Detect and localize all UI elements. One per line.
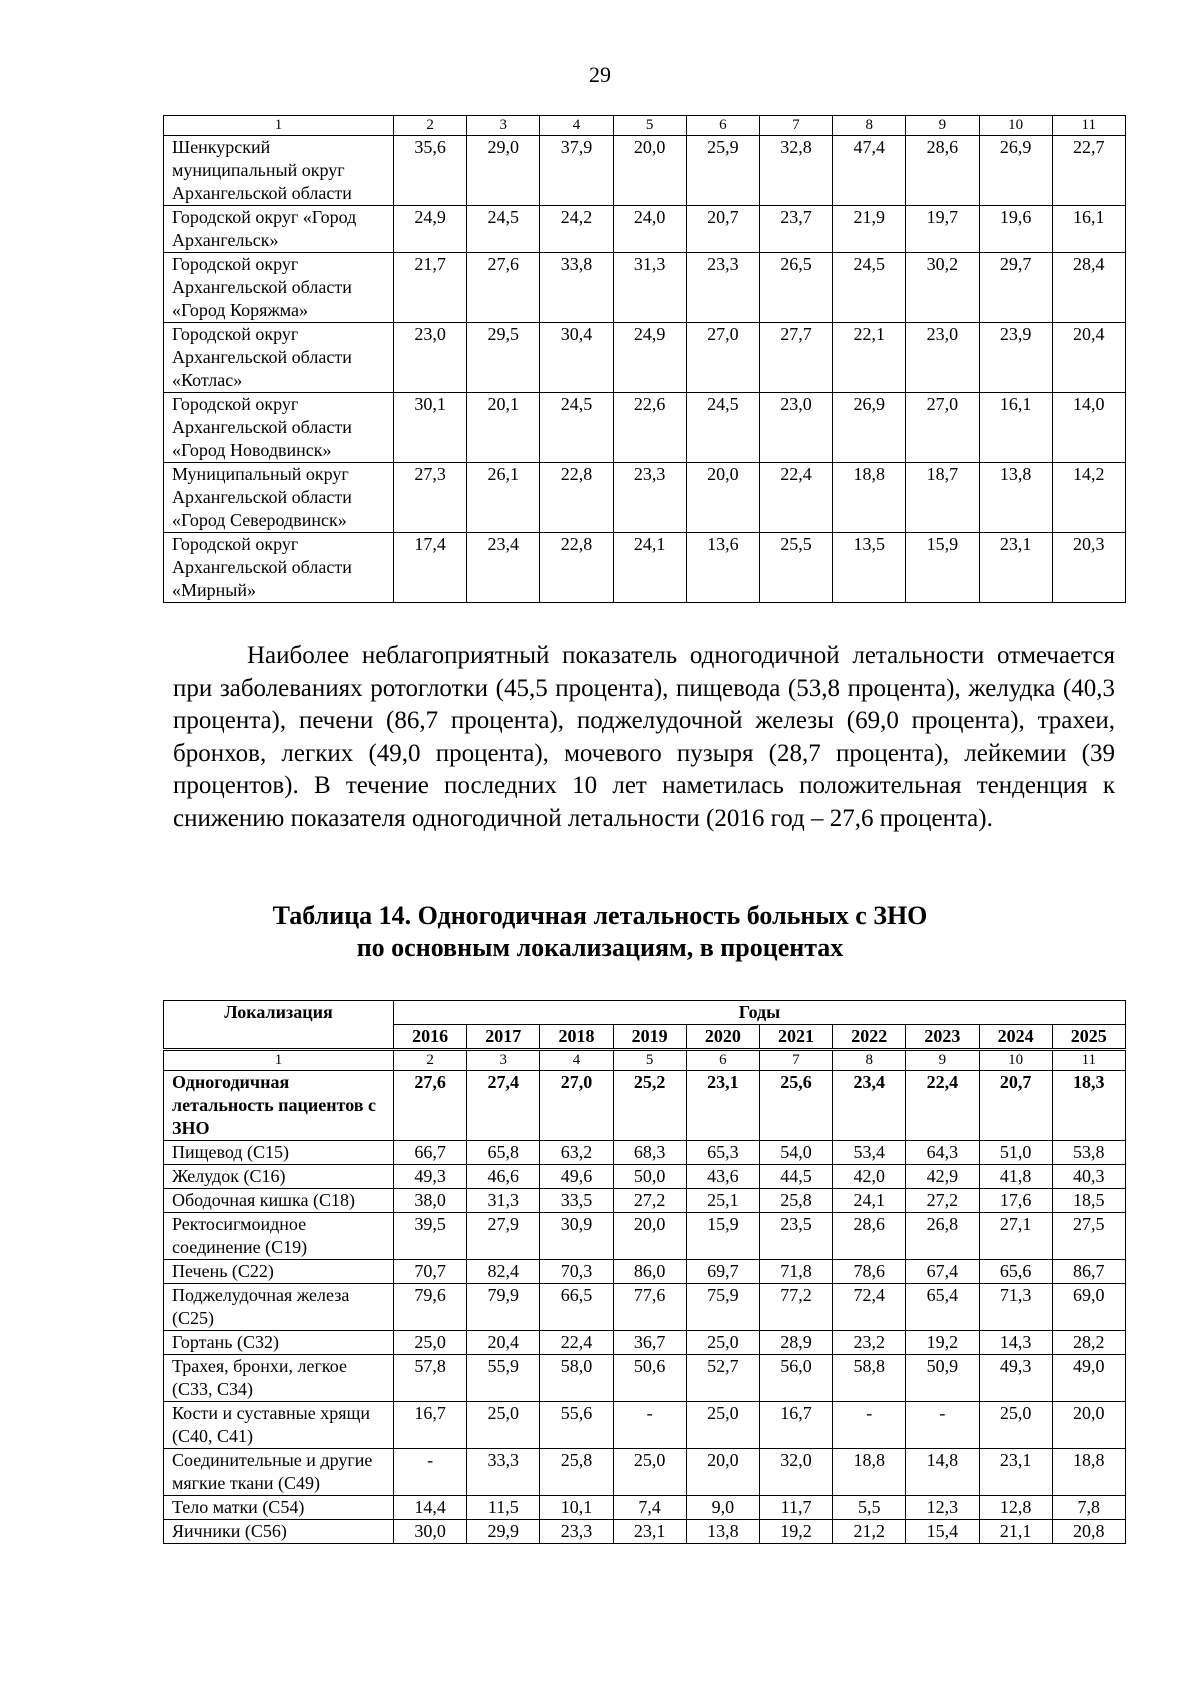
column-index: 7 — [759, 116, 832, 136]
column-index: 3 — [467, 1050, 540, 1071]
table-cell: 69,7 — [686, 1260, 759, 1284]
table-cell: 23,3 — [540, 1520, 613, 1544]
table-cell: 23,3 — [613, 463, 686, 533]
table-cell: 27,0 — [906, 393, 979, 463]
table-cell: 31,3 — [467, 1189, 540, 1213]
table-cell: 35,6 — [394, 136, 467, 206]
table-cell: 47,4 — [833, 136, 906, 206]
year-header: 2023 — [906, 1025, 979, 1050]
table-cell: 77,6 — [613, 1284, 686, 1331]
table-cell: - — [906, 1402, 979, 1449]
column-index: 5 — [613, 1050, 686, 1071]
column-index: 11 — [1052, 1050, 1125, 1071]
table-cell: 15,9 — [906, 533, 979, 603]
table-cell: 28,6 — [833, 1213, 906, 1260]
table-cell: 24,1 — [613, 533, 686, 603]
table-cell: 37,9 — [540, 136, 613, 206]
table-cell: 20,7 — [979, 1071, 1052, 1141]
table-cell: 14,3 — [979, 1331, 1052, 1355]
table-cell: 63,2 — [540, 1141, 613, 1165]
table-cell: 23,1 — [686, 1071, 759, 1141]
table-cell: 77,2 — [759, 1284, 832, 1331]
table-cell: 27,9 — [467, 1213, 540, 1260]
table-cell: 27,7 — [759, 323, 832, 393]
table-cell: - — [613, 1402, 686, 1449]
table-cell: 23,9 — [979, 323, 1052, 393]
column-index: 2 — [394, 1050, 467, 1071]
table-cell: 68,3 — [613, 1141, 686, 1165]
table-cell: 28,6 — [906, 136, 979, 206]
table-cell: 29,0 — [467, 136, 540, 206]
table-cell: 25,6 — [759, 1071, 832, 1141]
table-cell: 20,0 — [686, 1449, 759, 1496]
table-cell: 33,3 — [467, 1449, 540, 1496]
table-cell: 75,9 — [686, 1284, 759, 1331]
table-cell: 36,7 — [613, 1331, 686, 1355]
table-cell: 25,5 — [759, 533, 832, 603]
row-label: Трахея, бронхи, легкое (С33, С34) — [164, 1355, 394, 1402]
year-header: 2017 — [467, 1025, 540, 1050]
table-cell: 27,0 — [540, 1071, 613, 1141]
table-cell: 7,4 — [613, 1496, 686, 1520]
lethality-table — [163, 1000, 1126, 1544]
table-cell: 42,9 — [906, 1165, 979, 1189]
body-paragraph: Наиболее неблагоприятный показатель одногодичной летальности отмечается при заболеваниях ротоглотки (45,5 процента), пищевода (53,8 процента), желудка (40,3 процента), печени (86,7 процента), поджелудочной железы (69,0 процента), трахеи, бронхов, легких (49,0 процента), мочевого пузыря (28,7 процента), лейкемии (39 процентов). В течение последних 10 лет наметилась положительная тенденция к снижению показателя одногодичной летальности (2016 год – 27,6 процента). — [173, 642, 1115, 832]
column-index: 3 — [467, 116, 540, 136]
table-cell: 86,7 — [1052, 1260, 1125, 1284]
table-cell: 20,0 — [613, 136, 686, 206]
table-cell: 40,3 — [1052, 1165, 1125, 1189]
table-row — [164, 1189, 1126, 1213]
table-cell: 38,0 — [394, 1189, 467, 1213]
table-cell: 20,0 — [613, 1213, 686, 1260]
row-label: Городской округ Архангельской области «Мирный» — [164, 533, 394, 603]
table-cell: 23,7 — [759, 206, 832, 253]
table-cell: 27,4 — [467, 1071, 540, 1141]
table-cell: 79,9 — [467, 1284, 540, 1331]
table-cell: 20,7 — [686, 206, 759, 253]
column-index: 2 — [394, 116, 467, 136]
table-cell: 23,0 — [759, 393, 832, 463]
table-cell: 51,0 — [979, 1141, 1052, 1165]
table-cell: 21,9 — [833, 206, 906, 253]
table-cell: 21,1 — [979, 1520, 1052, 1544]
header-years: Годы — [394, 1001, 1126, 1025]
column-index: 10 — [979, 1050, 1052, 1071]
column-index: 1 — [164, 116, 394, 136]
table-cell: 18,8 — [833, 1449, 906, 1496]
table-cell: 41,8 — [979, 1165, 1052, 1189]
table-cell: 49,3 — [394, 1165, 467, 1189]
table-cell: 13,5 — [833, 533, 906, 603]
table-cell: 12,8 — [979, 1496, 1052, 1520]
table-cell: 23,0 — [906, 323, 979, 393]
table-cell: 14,0 — [1052, 393, 1125, 463]
table-cell: 65,4 — [906, 1284, 979, 1331]
table-cell: 19,2 — [759, 1520, 832, 1544]
table-cell: 19,7 — [906, 206, 979, 253]
table-cell: 25,0 — [979, 1402, 1052, 1449]
table-row — [164, 1165, 1126, 1189]
header-localization: Локализация — [164, 1001, 394, 1050]
table-cell: 16,1 — [1052, 206, 1125, 253]
table-cell: 43,6 — [686, 1165, 759, 1189]
year-header: 2019 — [613, 1025, 686, 1050]
table-cell: 27,2 — [613, 1189, 686, 1213]
table-cell: 54,0 — [759, 1141, 832, 1165]
table-row — [164, 1355, 1126, 1402]
table-cell: 27,6 — [467, 253, 540, 323]
table-cell: 14,8 — [906, 1449, 979, 1496]
table-cell: 50,9 — [906, 1355, 979, 1402]
table-cell: 18,3 — [1052, 1071, 1125, 1141]
year-header: 2025 — [1052, 1025, 1125, 1050]
table-cell: 24,5 — [467, 206, 540, 253]
table-cell: 18,5 — [1052, 1189, 1125, 1213]
table-cell: 5,5 — [833, 1496, 906, 1520]
table-cell: 13,8 — [979, 463, 1052, 533]
row-label: Шенкурский муниципальный округ Архангельской области — [164, 136, 394, 206]
year-header: 2024 — [979, 1025, 1052, 1050]
table-cell: 11,5 — [467, 1496, 540, 1520]
table-caption — [0, 900, 1200, 964]
table-cell: 42,0 — [833, 1165, 906, 1189]
table-caption-line-1: Таблица 14. Одногодичная летальность больных с ЗНО — [272, 901, 928, 930]
table-cell: 7,8 — [1052, 1496, 1125, 1520]
table-cell: 39,5 — [394, 1213, 467, 1260]
row-label: Соединительные и другие мягкие ткани (С49) — [164, 1449, 394, 1496]
table-cell: 82,4 — [467, 1260, 540, 1284]
regional-table — [163, 115, 1126, 603]
row-label: Гортань (С32) — [164, 1331, 394, 1355]
table-cell: 24,1 — [833, 1189, 906, 1213]
year-header: 2016 — [394, 1025, 467, 1050]
table-cell: 23,4 — [467, 533, 540, 603]
table-cell: 71,3 — [979, 1284, 1052, 1331]
table-cell: 20,4 — [1052, 323, 1125, 393]
table-cell: 24,5 — [686, 393, 759, 463]
table-row — [164, 1402, 1126, 1449]
table-cell: 17,6 — [979, 1189, 1052, 1213]
row-label: Муниципальный округ Архангельской области «Город Северодвинск» — [164, 463, 394, 533]
table-cell: 18,7 — [906, 463, 979, 533]
table-cell: 13,6 — [686, 533, 759, 603]
table-cell: 27,1 — [979, 1213, 1052, 1260]
table-cell: 23,4 — [833, 1071, 906, 1141]
table-cell: 25,9 — [686, 136, 759, 206]
table-row — [164, 206, 1126, 253]
table-cell: 78,6 — [833, 1260, 906, 1284]
table-row-total — [164, 1071, 1126, 1141]
column-index-row — [164, 116, 1126, 136]
table-cell: 25,8 — [759, 1189, 832, 1213]
table-cell: 24,5 — [540, 393, 613, 463]
table-cell: 23,0 — [394, 323, 467, 393]
table-cell: 26,5 — [759, 253, 832, 323]
table-cell: 22,4 — [759, 463, 832, 533]
row-label: Городской округ Архангельской области «Город Коряжма» — [164, 253, 394, 323]
row-label: Тело матки (С54) — [164, 1496, 394, 1520]
table-cell: 15,9 — [686, 1213, 759, 1260]
table-cell: 23,1 — [979, 1449, 1052, 1496]
year-header: 2022 — [833, 1025, 906, 1050]
table-cell: 22,1 — [833, 323, 906, 393]
table-cell: 65,3 — [686, 1141, 759, 1165]
table-cell: 26,9 — [833, 393, 906, 463]
table-cell: 27,3 — [394, 463, 467, 533]
table-cell: 25,0 — [467, 1402, 540, 1449]
table-cell: 21,7 — [394, 253, 467, 323]
table-cell: 22,6 — [613, 393, 686, 463]
column-index: 9 — [906, 116, 979, 136]
table-cell: 17,4 — [394, 533, 467, 603]
table-cell: 55,6 — [540, 1402, 613, 1449]
table-cell: 79,6 — [394, 1284, 467, 1331]
column-index: 1 — [164, 1050, 394, 1071]
table-cell: 14,4 — [394, 1496, 467, 1520]
table-cell: 10,1 — [540, 1496, 613, 1520]
table-cell: 23,5 — [759, 1213, 832, 1260]
table-cell: 26,1 — [467, 463, 540, 533]
table-cell: 20,0 — [686, 463, 759, 533]
table-cell: 25,0 — [686, 1402, 759, 1449]
table-cell: 55,9 — [467, 1355, 540, 1402]
table-cell: 24,5 — [833, 253, 906, 323]
row-label: Одногодичная летальность пациентов с ЗНО — [164, 1071, 394, 1141]
table-row — [164, 1331, 1126, 1355]
table-cell: 69,0 — [1052, 1284, 1125, 1331]
table-cell: 25,8 — [540, 1449, 613, 1496]
table-cell: 20,1 — [467, 393, 540, 463]
row-label: Кости и суставные хрящи (С40, С41) — [164, 1402, 394, 1449]
table-cell: 50,0 — [613, 1165, 686, 1189]
table-cell: 25,0 — [613, 1449, 686, 1496]
table-row — [164, 253, 1126, 323]
table-cell: 30,9 — [540, 1213, 613, 1260]
table-cell: 53,4 — [833, 1141, 906, 1165]
table-cell: 19,6 — [979, 206, 1052, 253]
table-cell: 71,8 — [759, 1260, 832, 1284]
row-label: Городской округ «Город Архангельск» — [164, 206, 394, 253]
year-header: 2021 — [759, 1025, 832, 1050]
table-row — [164, 1496, 1126, 1520]
table-cell: 24,2 — [540, 206, 613, 253]
column-index: 6 — [686, 116, 759, 136]
table-cell: 9,0 — [686, 1496, 759, 1520]
table-cell: 67,4 — [906, 1260, 979, 1284]
table-cell: 19,2 — [906, 1331, 979, 1355]
table-cell: 22,4 — [540, 1331, 613, 1355]
table-cell: 72,4 — [833, 1284, 906, 1331]
table-cell: 30,4 — [540, 323, 613, 393]
table-row — [164, 1141, 1126, 1165]
table-row — [164, 393, 1126, 463]
row-label: Городской округ Архангельской области «Город Новодвинск» — [164, 393, 394, 463]
table-cell: 49,6 — [540, 1165, 613, 1189]
table-cell: 50,6 — [613, 1355, 686, 1402]
table-cell: 28,2 — [1052, 1331, 1125, 1355]
table-cell: 22,7 — [1052, 136, 1125, 206]
table-cell: 29,9 — [467, 1520, 540, 1544]
table-cell: 20,0 — [1052, 1402, 1125, 1449]
table-cell: 20,3 — [1052, 533, 1125, 603]
row-label: Городской округ Архангельской области «Котлас» — [164, 323, 394, 393]
table-cell: 16,7 — [394, 1402, 467, 1449]
table-row — [164, 136, 1126, 206]
table-cell: 23,1 — [979, 533, 1052, 603]
column-index: 4 — [540, 1050, 613, 1071]
table-cell: 65,8 — [467, 1141, 540, 1165]
table-cell: 66,5 — [540, 1284, 613, 1331]
column-index: 4 — [540, 116, 613, 136]
row-label: Печень (С22) — [164, 1260, 394, 1284]
table-cell: 25,0 — [686, 1331, 759, 1355]
column-index: 8 — [833, 116, 906, 136]
table-cell: 65,6 — [979, 1260, 1052, 1284]
row-label: Пищевод (С15) — [164, 1141, 394, 1165]
table-cell: 16,1 — [979, 393, 1052, 463]
table-cell: 33,8 — [540, 253, 613, 323]
table-cell: - — [833, 1402, 906, 1449]
table-row — [164, 323, 1126, 393]
table-cell: 29,5 — [467, 323, 540, 393]
table-cell: 18,8 — [833, 463, 906, 533]
table-cell: - — [394, 1449, 467, 1496]
table-cell: 11,7 — [759, 1496, 832, 1520]
year-header: 2018 — [540, 1025, 613, 1050]
table-cell: 66,7 — [394, 1141, 467, 1165]
table-cell: 27,5 — [1052, 1213, 1125, 1260]
year-header: 2020 — [686, 1025, 759, 1050]
table-row — [164, 463, 1126, 533]
table-cell: 23,1 — [613, 1520, 686, 1544]
column-index: 6 — [686, 1050, 759, 1071]
table-cell: 52,7 — [686, 1355, 759, 1402]
table-cell: 70,7 — [394, 1260, 467, 1284]
table-cell: 23,2 — [833, 1331, 906, 1355]
row-label: Желудок (С16) — [164, 1165, 394, 1189]
column-index: 8 — [833, 1050, 906, 1071]
table-cell: 58,0 — [540, 1355, 613, 1402]
table-row — [164, 1449, 1126, 1496]
table-cell: 24,0 — [613, 206, 686, 253]
table-cell: 26,9 — [979, 136, 1052, 206]
table-row — [164, 1213, 1126, 1260]
table-caption-line-2: по основным локализациям, в процентах — [356, 933, 844, 962]
table-cell: 24,9 — [613, 323, 686, 393]
table-cell: 20,4 — [467, 1331, 540, 1355]
table-cell: 16,7 — [759, 1402, 832, 1449]
table-cell: 32,8 — [759, 136, 832, 206]
column-index: 7 — [759, 1050, 832, 1071]
table-cell: 70,3 — [540, 1260, 613, 1284]
table-cell: 28,9 — [759, 1331, 832, 1355]
table-cell: 57,8 — [394, 1355, 467, 1402]
column-index-row — [164, 1050, 1126, 1071]
table-row — [164, 1260, 1126, 1284]
table-cell: 30,2 — [906, 253, 979, 323]
table-cell: 29,7 — [979, 253, 1052, 323]
table-cell: 56,0 — [759, 1355, 832, 1402]
table-cell: 18,8 — [1052, 1449, 1125, 1496]
table-cell: 64,3 — [906, 1141, 979, 1165]
column-index: 10 — [979, 116, 1052, 136]
table-row — [164, 1284, 1126, 1331]
page-number: 29 — [589, 62, 611, 87]
table-cell: 49,3 — [979, 1355, 1052, 1402]
table-cell: 49,0 — [1052, 1355, 1125, 1402]
header-row — [164, 1001, 1126, 1025]
table-cell: 26,8 — [906, 1213, 979, 1260]
table-cell: 25,0 — [394, 1331, 467, 1355]
table-cell: 30,1 — [394, 393, 467, 463]
column-index: 9 — [906, 1050, 979, 1071]
row-label: Ректосигмоидное соединение (С19) — [164, 1213, 394, 1260]
table-cell: 27,2 — [906, 1189, 979, 1213]
table-cell: 22,8 — [540, 533, 613, 603]
table-cell: 30,0 — [394, 1520, 467, 1544]
table-cell: 28,4 — [1052, 253, 1125, 323]
table-cell: 20,8 — [1052, 1520, 1125, 1544]
table-cell: 27,0 — [686, 323, 759, 393]
table-cell: 21,2 — [833, 1520, 906, 1544]
table-row — [164, 533, 1126, 603]
row-label: Поджелудочная железа (С25) — [164, 1284, 394, 1331]
table-cell: 44,5 — [759, 1165, 832, 1189]
table-cell: 14,2 — [1052, 463, 1125, 533]
table-cell: 27,6 — [394, 1071, 467, 1141]
table-cell: 12,3 — [906, 1496, 979, 1520]
table-cell: 13,8 — [686, 1520, 759, 1544]
table-cell: 25,2 — [613, 1071, 686, 1141]
row-label: Яичники (С56) — [164, 1520, 394, 1544]
column-index: 5 — [613, 116, 686, 136]
table-cell: 15,4 — [906, 1520, 979, 1544]
table-cell: 22,8 — [540, 463, 613, 533]
table-cell: 23,3 — [686, 253, 759, 323]
table-cell: 25,1 — [686, 1189, 759, 1213]
table-cell: 24,9 — [394, 206, 467, 253]
table-cell: 32,0 — [759, 1449, 832, 1496]
table-cell: 53,8 — [1052, 1141, 1125, 1165]
table-cell: 33,5 — [540, 1189, 613, 1213]
table-cell: 46,6 — [467, 1165, 540, 1189]
table-row — [164, 1520, 1126, 1544]
table-cell: 86,0 — [613, 1260, 686, 1284]
table-cell: 22,4 — [906, 1071, 979, 1141]
table-cell: 58,8 — [833, 1355, 906, 1402]
column-index: 11 — [1052, 116, 1125, 136]
table-cell: 31,3 — [613, 253, 686, 323]
row-label: Ободочная кишка (С18) — [164, 1189, 394, 1213]
